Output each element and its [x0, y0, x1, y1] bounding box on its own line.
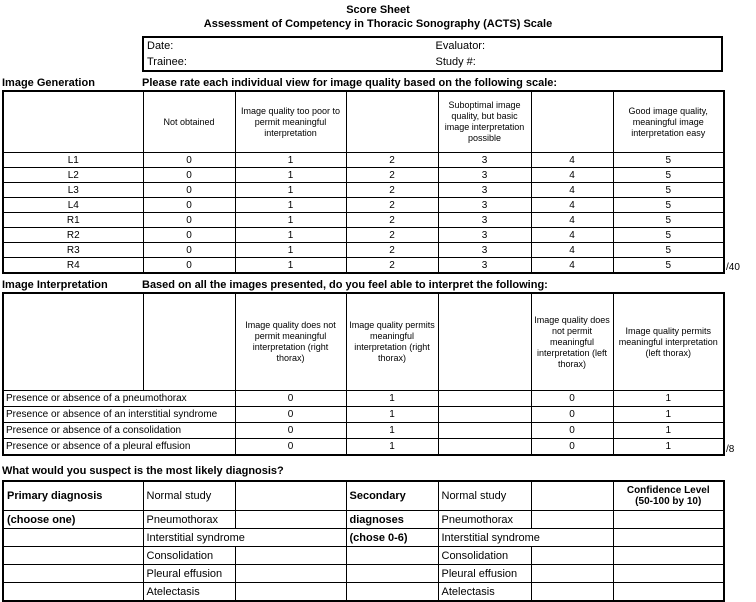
image-generation-header: [0, 77, 756, 89]
primary-select-cell-0[interactable]: [235, 481, 346, 511]
interp-score-cell[interactable]: 1: [613, 423, 724, 439]
primary-select-cell-3[interactable]: [235, 547, 346, 565]
secondary-label-spacer-1: [346, 547, 438, 565]
primary-select-cell-5[interactable]: [235, 583, 346, 602]
gen-score-cell[interactable]: 2: [346, 228, 438, 243]
gen-score-cell[interactable]: 2: [346, 168, 438, 183]
interp-header-2: Image quality permits meaningful interpretation (right thorax): [346, 293, 438, 391]
confidence-cell-5[interactable]: [613, 583, 724, 602]
interp-header-1: Image quality does not permit meaningful interpretation (right thorax): [235, 293, 346, 391]
image-interpretation-score-marker: /8: [726, 444, 735, 455]
gen-score-cell[interactable]: 1: [235, 243, 346, 258]
primary-select-cell-4[interactable]: [235, 565, 346, 583]
confidence-level-line1: Confidence Level: [626, 485, 710, 496]
primary-label-spacer-4: [3, 583, 143, 602]
primary-option-pneumothorax[interactable]: Pneumothorax: [143, 511, 235, 529]
gen-score-cell[interactable]: 5: [613, 168, 724, 183]
gen-score-cell[interactable]: 2: [346, 243, 438, 258]
gen-score-cell[interactable]: 4: [531, 153, 613, 168]
gen-score-cell[interactable]: 3: [438, 153, 531, 168]
diagnosis-table: [2, 480, 725, 602]
gen-score-cell[interactable]: 4: [531, 213, 613, 228]
gen-score-cell[interactable]: 4: [531, 168, 613, 183]
secondary-label-spacer-2: [346, 565, 438, 583]
gen-row-label: R4: [3, 258, 143, 274]
interp-header-0: [3, 293, 143, 391]
document-title-block: [0, 0, 756, 32]
primary-option-normal-study[interactable]: Normal study: [143, 481, 235, 511]
primary-label-spacer-2: [3, 547, 143, 565]
table-row: [3, 183, 724, 198]
secondary-option-atelectasis[interactable]: Atelectasis: [438, 583, 531, 602]
table-row: [3, 565, 724, 583]
gen-score-cell[interactable]: 3: [438, 183, 531, 198]
trainee-field[interactable]: Trainee:: [147, 56, 187, 68]
secondary-option-pleural-effusion[interactable]: Pleural effusion: [438, 565, 531, 583]
study-number-field[interactable]: Study #:: [435, 56, 476, 68]
table-row: [3, 511, 724, 529]
interp-score-cell[interactable]: 1: [346, 391, 438, 407]
interp-row-label: Presence or absence of a consolidation: [3, 423, 235, 439]
secondary-option-consolidation[interactable]: Consolidation: [438, 547, 531, 565]
image-interpretation-table: [2, 292, 725, 456]
confidence-cell-4[interactable]: [613, 565, 724, 583]
gen-score-cell[interactable]: 4: [531, 228, 613, 243]
secondary-diagnoses-label-2: diagnoses: [346, 511, 438, 529]
gen-row-label: L3: [3, 183, 143, 198]
identity-table: [142, 36, 723, 72]
gen-score-cell[interactable]: 1: [235, 258, 346, 274]
image-interpretation-body: [3, 391, 724, 456]
gen-score-cell[interactable]: 1: [235, 198, 346, 213]
gen-score-cell[interactable]: 5: [613, 198, 724, 213]
table-row: [3, 481, 724, 511]
interp-row-label: Presence or absence of an interstitial syndrome: [3, 407, 235, 423]
interp-score-cell[interactable]: [438, 439, 531, 456]
interp-score-cell[interactable]: 1: [613, 391, 724, 407]
gen-score-cell[interactable]: 5: [613, 228, 724, 243]
interp-score-cell[interactable]: 0: [531, 391, 613, 407]
confidence-level-header: [613, 481, 724, 511]
primary-option-atelectasis[interactable]: Atelectasis: [143, 583, 235, 602]
interp-score-cell[interactable]: 1: [613, 439, 724, 456]
interp-score-cell[interactable]: 0: [235, 423, 346, 439]
primary-label-spacer-3: [3, 565, 143, 583]
interp-score-cell[interactable]: [438, 407, 531, 423]
image-generation-score-marker: /40: [726, 262, 740, 273]
gen-header-4: Suboptimal image quality, but basic image interpretation possible: [438, 91, 531, 153]
table-row: [143, 54, 722, 71]
gen-score-cell[interactable]: 5: [613, 258, 724, 274]
interp-header-3: [438, 293, 531, 391]
confidence-cell-1[interactable]: [613, 511, 724, 529]
date-field[interactable]: Date:: [147, 40, 174, 52]
evaluator-field[interactable]: Evaluator:: [435, 40, 486, 52]
gen-score-cell[interactable]: 5: [613, 183, 724, 198]
secondary-option-pneumothorax[interactable]: Pneumothorax: [438, 511, 531, 529]
interp-score-cell[interactable]: 1: [346, 407, 438, 423]
secondary-option-normal-study[interactable]: Normal study: [438, 481, 531, 511]
page-subtitle: Assessment of Competency in Thoracic Sonography (ACTS) Scale: [203, 18, 553, 30]
gen-score-cell[interactable]: 3: [438, 243, 531, 258]
gen-score-cell[interactable]: 1: [235, 168, 346, 183]
gen-score-cell[interactable]: 1: [235, 153, 346, 168]
gen-score-cell[interactable]: 0: [143, 168, 235, 183]
table-header-row: [3, 91, 724, 153]
diagnosis-table-wrap: [0, 480, 756, 602]
table-row: [3, 168, 724, 183]
confidence-level-line2: (50-100 by 10): [635, 496, 702, 507]
gen-score-cell[interactable]: 0: [143, 153, 235, 168]
secondary-select-cell-3[interactable]: [531, 547, 613, 565]
secondary-label-spacer-3: [346, 583, 438, 602]
gen-score-cell[interactable]: 0: [143, 243, 235, 258]
secondary-select-cell-5[interactable]: [531, 583, 613, 602]
table-row: [143, 37, 722, 54]
gen-score-cell[interactable]: 2: [346, 198, 438, 213]
identity-block: [0, 36, 756, 72]
interp-score-cell[interactable]: 1: [346, 439, 438, 456]
interp-score-cell[interactable]: 0: [531, 439, 613, 456]
gen-score-cell[interactable]: 4: [531, 198, 613, 213]
image-interpretation-header: [0, 279, 756, 291]
table-row: [3, 213, 724, 228]
gen-score-cell[interactable]: 3: [438, 258, 531, 274]
gen-score-cell[interactable]: 1: [235, 228, 346, 243]
secondary-option-interstitial-syndrome[interactable]: Interstitial syndrome: [438, 529, 613, 547]
table-row: [3, 198, 724, 213]
gen-score-cell[interactable]: 2: [346, 183, 438, 198]
gen-score-cell[interactable]: 3: [438, 198, 531, 213]
gen-row-label: L4: [3, 198, 143, 213]
table-header-row: [3, 293, 724, 391]
gen-score-cell[interactable]: 1: [235, 183, 346, 198]
interp-score-cell[interactable]: [438, 423, 531, 439]
gen-score-cell[interactable]: 5: [613, 243, 724, 258]
interp-score-cell[interactable]: 0: [235, 407, 346, 423]
table-row: [3, 228, 724, 243]
confidence-cell-3[interactable]: [613, 547, 724, 565]
diagnosis-question: What would you suspect is the most likely diagnosis?: [2, 465, 284, 477]
table-row: [3, 258, 724, 274]
image-interpretation-prompt: Based on all the images presented, do you feel able to interpret the following:: [142, 279, 548, 291]
interp-row-label: Presence or absence of a pneumothorax: [3, 391, 235, 407]
gen-row-label: L2: [3, 168, 143, 183]
primary-option-interstitial-syndrome[interactable]: Interstitial syndrome: [143, 529, 346, 547]
gen-row-label: R2: [3, 228, 143, 243]
secondary-diagnoses-instruction: (chose 0-6): [346, 529, 438, 547]
gen-header-2: Image quality too poor to permit meaningful interpretation: [235, 91, 346, 153]
table-row: [3, 547, 724, 565]
gen-score-cell[interactable]: 4: [531, 258, 613, 274]
gen-score-cell[interactable]: 0: [143, 183, 235, 198]
interp-header-4: Image quality does not permit meaningful interpretation (left thorax): [531, 293, 613, 391]
gen-score-cell[interactable]: 0: [143, 258, 235, 274]
interp-header-0b: [143, 293, 235, 391]
gen-score-cell[interactable]: 0: [143, 213, 235, 228]
section-label-image-interpretation: Image Interpretation: [2, 279, 108, 291]
image-interpretation-table-wrap: [0, 292, 756, 456]
table-row: [3, 407, 724, 423]
gen-score-cell[interactable]: 0: [143, 198, 235, 213]
gen-header-5: [531, 91, 613, 153]
table-row: [3, 439, 724, 456]
primary-diagnosis-label: Primary diagnosis: [3, 481, 143, 511]
interp-score-cell[interactable]: 0: [531, 423, 613, 439]
interp-score-cell[interactable]: [438, 391, 531, 407]
interp-score-cell[interactable]: 1: [346, 423, 438, 439]
secondary-select-cell-0[interactable]: [531, 481, 613, 511]
gen-score-cell[interactable]: 4: [531, 183, 613, 198]
table-row: [3, 529, 724, 547]
gen-row-label: L1: [3, 153, 143, 168]
page-title: Score Sheet: [346, 4, 410, 16]
gen-score-cell[interactable]: 2: [346, 258, 438, 274]
section-label-image-generation: Image Generation: [2, 77, 95, 89]
gen-score-cell[interactable]: 3: [438, 228, 531, 243]
table-row: [3, 583, 724, 602]
gen-row-label: R3: [3, 243, 143, 258]
image-generation-table-wrap: [0, 90, 756, 274]
gen-score-cell[interactable]: 5: [613, 153, 724, 168]
table-row: [3, 243, 724, 258]
gen-header-0: [3, 91, 143, 153]
interp-score-cell[interactable]: 0: [531, 407, 613, 423]
gen-row-label: R1: [3, 213, 143, 228]
secondary-select-cell-4[interactable]: [531, 565, 613, 583]
table-row: [3, 423, 724, 439]
confidence-cell-2[interactable]: [613, 529, 724, 547]
primary-label-spacer-1: [3, 529, 143, 547]
interp-score-cell[interactable]: 0: [235, 439, 346, 456]
interp-header-5: Image quality permits meaningful interpretation (left thorax): [613, 293, 724, 391]
primary-diagnosis-instruction: (choose one): [3, 511, 143, 529]
gen-header-1: Not obtained: [143, 91, 235, 153]
table-row: [3, 391, 724, 407]
secondary-diagnoses-label: Secondary: [346, 481, 438, 511]
primary-select-cell-1[interactable]: [235, 511, 346, 529]
image-generation-prompt: Please rate each individual view for image quality based on the following scale:: [142, 77, 558, 89]
gen-score-cell[interactable]: 5: [613, 213, 724, 228]
gen-score-cell[interactable]: 4: [531, 243, 613, 258]
table-row: [3, 153, 724, 168]
image-generation-body: [3, 153, 724, 274]
gen-header-6: Good image quality, meaningful image interpretation easy: [613, 91, 724, 153]
interp-score-cell[interactable]: 1: [613, 407, 724, 423]
gen-score-cell[interactable]: 2: [346, 213, 438, 228]
gen-score-cell[interactable]: 0: [143, 228, 235, 243]
gen-score-cell[interactable]: 3: [438, 213, 531, 228]
interp-score-cell[interactable]: 0: [235, 391, 346, 407]
gen-score-cell[interactable]: 3: [438, 168, 531, 183]
image-generation-table: [2, 90, 725, 274]
interp-row-label: Presence or absence of a pleural effusion: [3, 439, 235, 456]
primary-option-pleural-effusion[interactable]: Pleural effusion: [143, 565, 235, 583]
secondary-select-cell-1[interactable]: [531, 511, 613, 529]
primary-option-consolidation[interactable]: Consolidation: [143, 547, 235, 565]
gen-score-cell[interactable]: 2: [346, 153, 438, 168]
gen-header-3: [346, 91, 438, 153]
gen-score-cell[interactable]: 1: [235, 213, 346, 228]
